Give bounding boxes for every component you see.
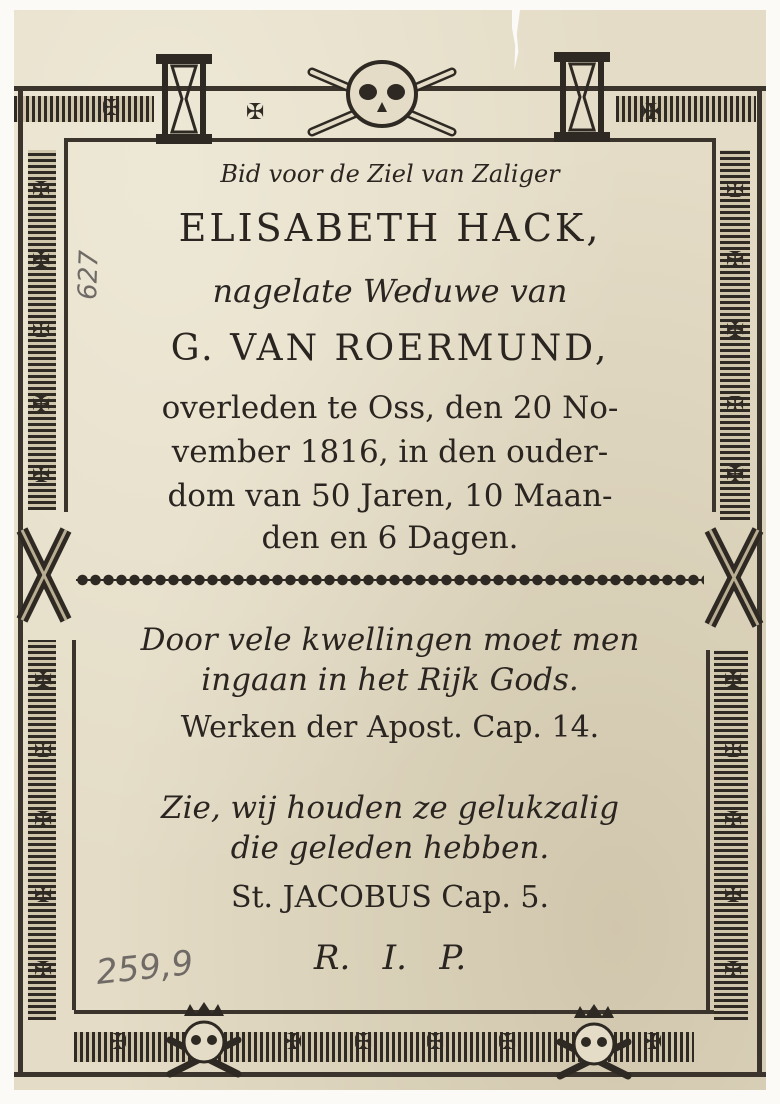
maltese-cross-icon: ✠ [724,958,743,983]
maltese-cross-icon: ✠ [724,668,743,693]
maltese-cross-icon: ✠ [724,883,743,908]
maltese-cross-icon: ✠ [426,1030,445,1055]
hourglass-icon [156,54,212,144]
maltese-cross-icon: ✠ [32,248,51,273]
widow-line: nagelate Weduwe van [212,272,568,310]
hourglass-icon [554,52,610,142]
maltese-cross-icon: ✠ [34,958,53,983]
maltese-cross-icon: ✠ [32,178,51,203]
scripture-reference-1: Werken der Apost. Cap. 14. [180,710,600,745]
maltese-cross-icon: ✠ [102,96,121,121]
quote1-line: ingaan in het Rijk Gods. [201,662,579,698]
border-top-hatch [14,96,154,122]
border-top-hatch-right [616,96,756,125]
maltese-cross-icon: ✠ [726,463,745,488]
invocation-line: Bid voor de Ziel van Zaliger [220,160,560,188]
maltese-cross-icon: ✠ [32,393,51,418]
quote2-line: die geleden hebben. [230,830,550,866]
body-line: vember 1816, in den ouder- [171,434,609,470]
body-line: dom van 50 Jaren, 10 Maan- [167,478,613,514]
pencil-side-number: 627 [72,249,105,301]
quote1-line: Door vele kwellingen moet men [140,622,640,658]
maltese-cross-icon: ✠ [34,668,53,693]
paper-tear [512,10,520,70]
maltese-cross-icon: ✠ [32,463,51,488]
spouse-name: G. VAN ROERMUND, [170,328,610,369]
maltese-cross-icon: ✠ [726,248,745,273]
maltese-cross-icon: ✠ [246,100,265,125]
maltese-cross-icon: ✠ [284,1030,303,1055]
memorial-card [14,10,766,1090]
skull-crossbones-icon [302,52,462,142]
quote2-line: Zie, wij houden ze gelukzalig [161,790,619,826]
maltese-cross-icon: ✠ [726,393,745,418]
maltese-cross-icon: ✠ [34,808,53,833]
scripture-reference-2: St. JACOBUS Cap. 5. [230,880,550,915]
maltese-cross-icon: ✠ [726,318,745,343]
maltese-cross-icon: ✠ [34,738,53,763]
bead-divider [76,572,704,588]
body-line: overleden te Oss, den 20 No- [161,390,619,426]
maltese-cross-icon: ✠ [498,1030,517,1055]
border-bottom-outer [14,1072,766,1077]
maltese-cross-icon: ✠ [32,318,51,343]
crowned-skull-icon [164,1000,244,1080]
pencil-bottom-number: 259,9 [94,943,196,993]
maltese-cross-icon: ✠ [109,1030,128,1055]
crowned-skull-icon [554,1002,634,1082]
maltese-cross-icon: ✠ [644,1030,663,1055]
maltese-cross-icon: ✠ [354,1030,373,1055]
maltese-cross-icon: ✠ [642,100,661,125]
maltese-cross-icon: ✠ [724,808,743,833]
rip-line: R. I. P. [313,938,467,978]
body-line: den en 6 Dagen. [261,520,519,556]
maltese-cross-icon: ✠ [34,883,53,908]
maltese-cross-icon: ✠ [724,738,743,763]
maltese-cross-icon: ✠ [726,178,745,203]
deceased-name: ELISABETH HACK, [178,206,602,250]
